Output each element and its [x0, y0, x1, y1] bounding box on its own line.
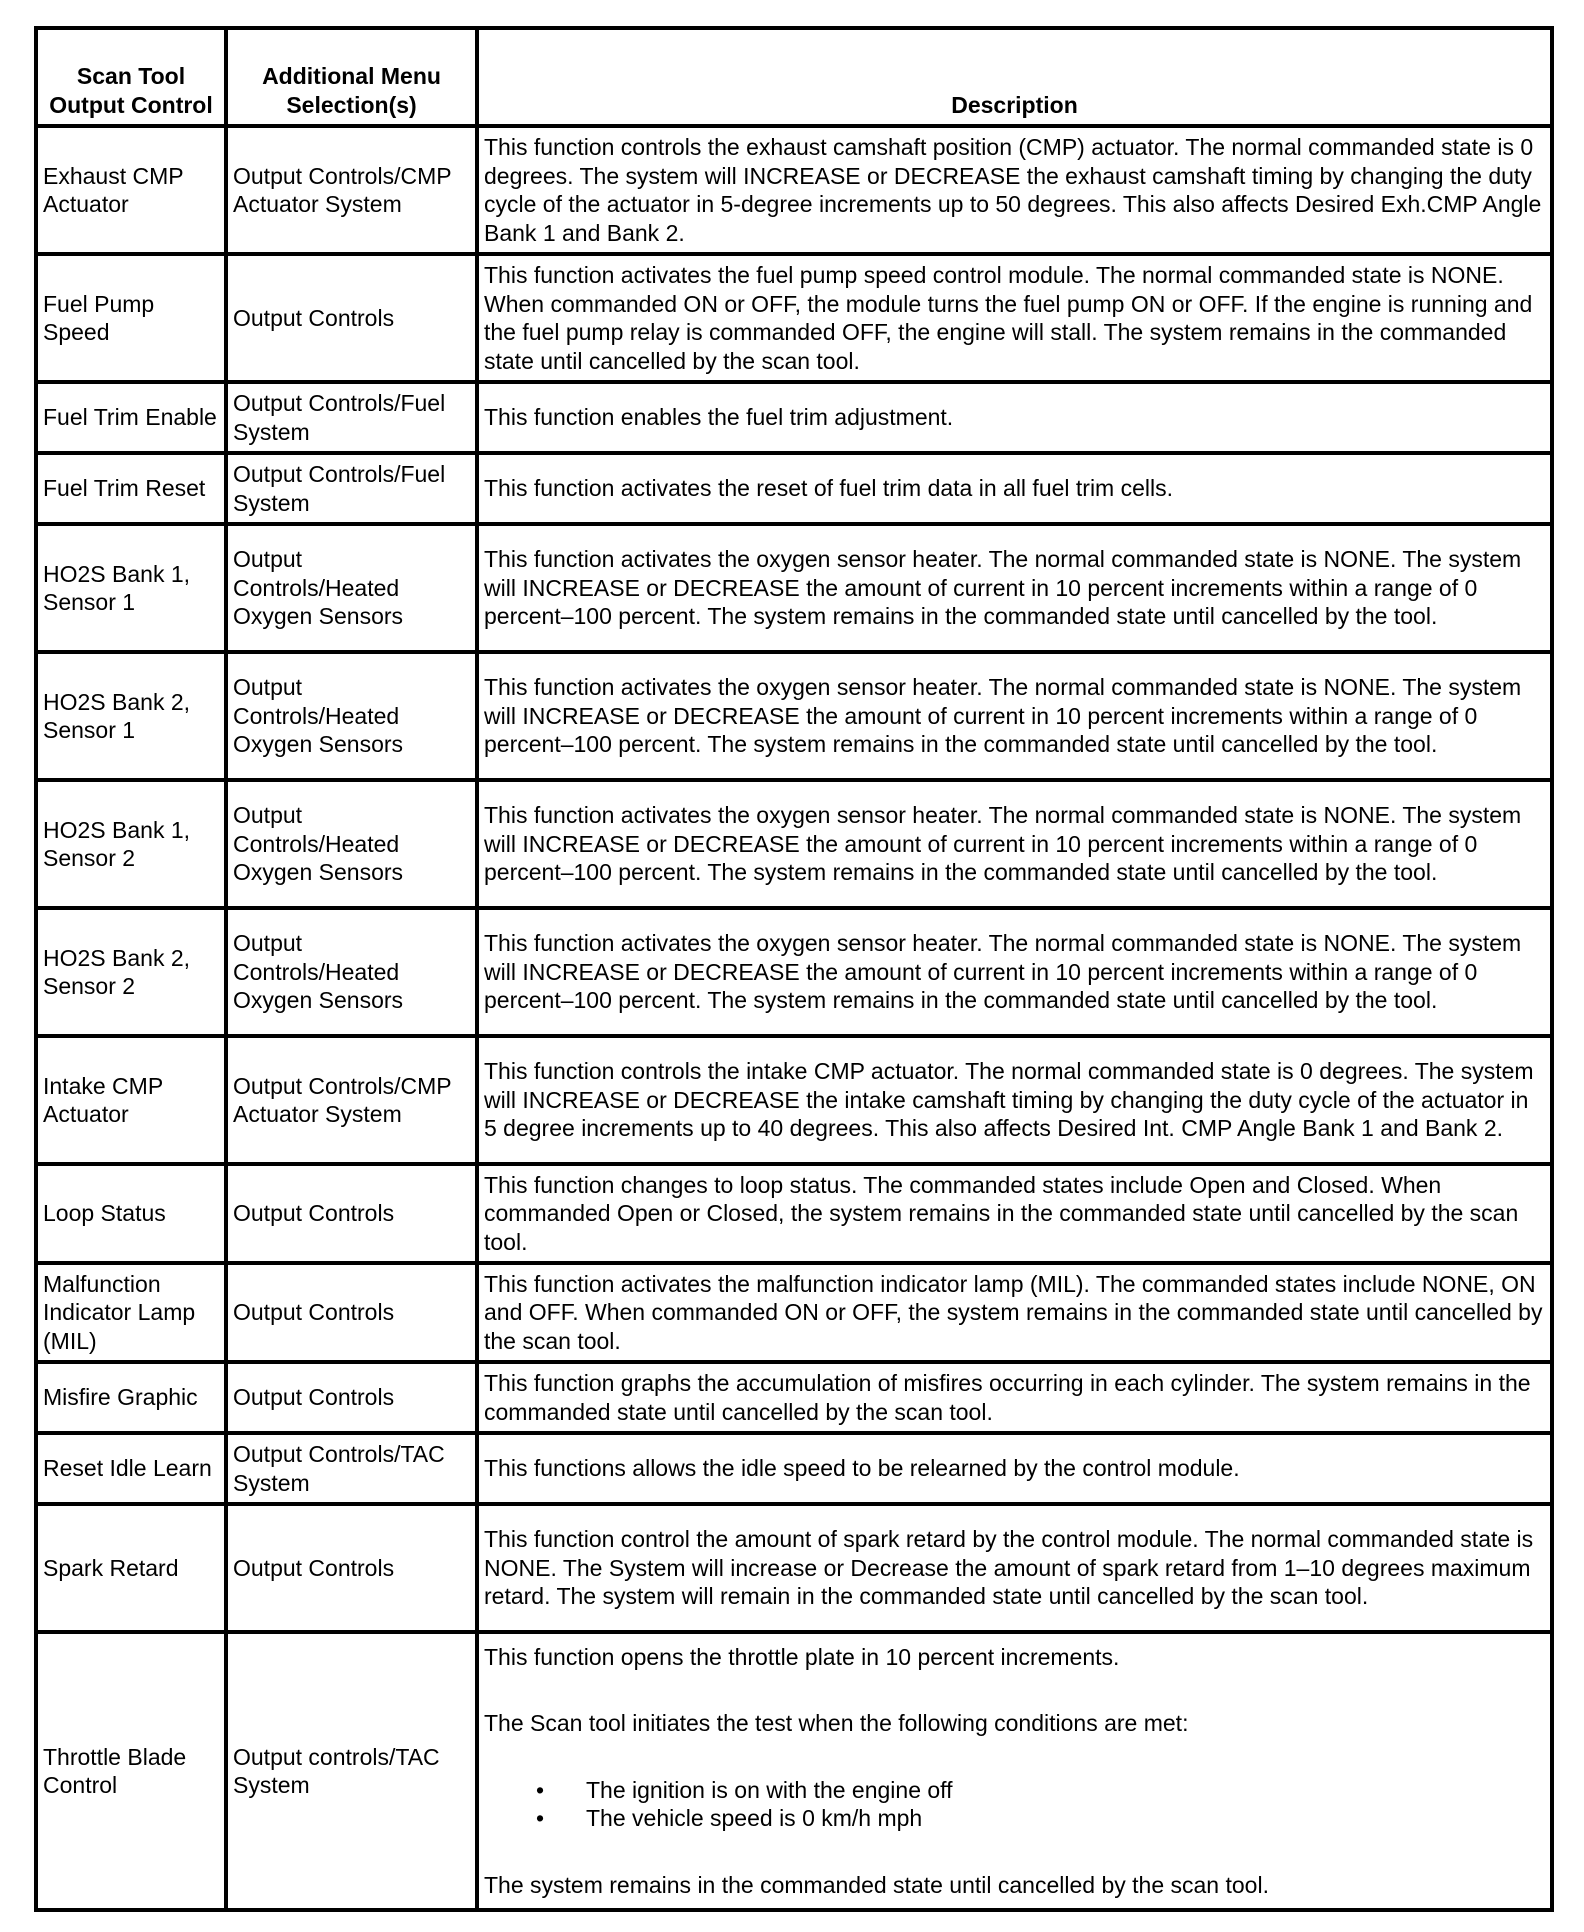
control-cell: Spark Retard — [36, 1504, 226, 1632]
description-cell: This function activates the oxygen sensor heater. The normal commanded state is NONE. The system will INCREASE or DECREASE the amount of current in 10 percent increments within a range of 0 percent–100 percent. The system remains in the commanded state until cancelled by the tool. — [477, 780, 1552, 908]
table-row — [36, 1632, 1552, 1910]
menu-cell: Output Controls/CMP Actuator System — [226, 126, 477, 254]
description-cell: This function activates the fuel pump speed control module. The normal commanded state is NONE. When commanded ON or OFF, the module turns the fuel pump ON or OFF. If the engine is running and the fuel pump relay is commanded OFF, the engine will stall. The system remains in the commanded state until cancelled by the scan tool. — [477, 254, 1552, 382]
menu-cell: Output Controls/Fuel System — [226, 453, 477, 524]
condition-item: • The ignition is on with the engine off — [536, 1776, 953, 1803]
control-cell: Malfunction Indicator Lamp (MIL) — [36, 1263, 226, 1362]
table-row — [36, 453, 1552, 524]
control-cell: HO2S Bank 2, Sensor 1 — [36, 652, 226, 780]
header-additional-menu-selections: Additional Menu Selection(s) — [226, 28, 477, 126]
control-cell: Fuel Trim Reset — [36, 453, 226, 524]
menu-cell: Output Controls — [226, 1263, 477, 1362]
table-row — [36, 780, 1552, 908]
control-cell: Loop Status — [36, 1164, 226, 1263]
table-row — [36, 1504, 1552, 1632]
table-row — [36, 1263, 1552, 1362]
description-cell: This function activates the reset of fuel trim data in all fuel trim cells. — [477, 453, 1552, 524]
table-row — [36, 382, 1552, 453]
header-description: Description — [477, 28, 1552, 126]
description-cell: This function control the amount of spark retard by the control module. The normal commanded state is NONE. The System will increase or Decrease the amount of spark retard from 1–10 degrees maximum retard. The system will remain in the commanded state until cancelled by the scan tool. — [477, 1504, 1552, 1632]
table-row — [36, 1362, 1552, 1433]
control-cell: HO2S Bank 1, Sensor 1 — [36, 524, 226, 652]
description-cell: This function activates the oxygen sensor heater. The normal commanded state is NONE. The system will INCREASE or DECREASE the amount of current in 10 percent increments within a range of 0 percent–100 percent. The system remains in the commanded state until cancelled by the tool. — [477, 908, 1552, 1036]
table-row — [36, 1164, 1552, 1263]
control-cell: Fuel Trim Enable — [36, 382, 226, 453]
description-cell: This function graphs the accumulation of misfires occurring in each cylinder. The system remains in the commanded state until cancelled by the scan tool. — [477, 1362, 1552, 1433]
table-row — [36, 652, 1552, 780]
description-closing: The system remains in the commanded state until cancelled by the scan tool. — [484, 1871, 1269, 1898]
control-cell: Exhaust CMP Actuator — [36, 126, 226, 254]
table-row — [36, 1036, 1552, 1164]
control-cell: Fuel Pump Speed — [36, 254, 226, 382]
description-cell: This function activates the oxygen sensor heater. The normal commanded state is NONE. The system will INCREASE or DECREASE the amount of current in 10 percent increments within a range of 0 percent–100 percent. The system remains in the commanded state until cancelled by the tool. — [477, 524, 1552, 652]
menu-cell: Output Controls — [226, 1504, 477, 1632]
menu-cell: Output Controls/Heated Oxygen Sensors — [226, 524, 477, 652]
table-row — [36, 524, 1552, 652]
description-cell: This function activates the oxygen sensor heater. The normal commanded state is NONE. The system will INCREASE or DECREASE the amount of current in 10 percent increments within a range of 0 percent–100 percent. The system remains in the commanded state until cancelled by the tool. — [477, 652, 1552, 780]
menu-cell: Output Controls/CMP Actuator System — [226, 1036, 477, 1164]
menu-cell: Output Controls/Heated Oxygen Sensors — [226, 908, 477, 1036]
description-cell — [477, 1632, 1552, 1910]
description-cell: This function controls the intake CMP actuator. The normal commanded state is 0 degrees. The system will INCREASE or DECREASE the intake camshaft timing by changing the duty cycle of the actuator in 5 degree increments up to 40 degrees. This also affects Desired Int. CMP Angle Bank 1 and Bank 2. — [477, 1036, 1552, 1164]
header-scan-tool-output-control: Scan Tool Output Control — [36, 28, 226, 126]
description-cell: This functions allows the idle speed to be relearned by the control module. — [477, 1433, 1552, 1504]
menu-cell: Output Controls/Fuel System — [226, 382, 477, 453]
description-intro: This function opens the throttle plate in 10 percent increments. — [484, 1643, 1120, 1670]
condition-item: • The vehicle speed is 0 km/h mph — [536, 1805, 923, 1832]
conditions-lead: The Scan tool initiates the test when the following conditions are met: — [484, 1710, 1189, 1737]
table-row — [36, 254, 1552, 382]
bullet-icon: • — [536, 1805, 545, 1832]
menu-cell: Output Controls/TAC System — [226, 1433, 477, 1504]
output-controls-table — [34, 26, 1554, 1912]
menu-cell: Output Controls/Heated Oxygen Sensors — [226, 780, 477, 908]
control-cell: HO2S Bank 2, Sensor 2 — [36, 908, 226, 1036]
control-cell: Throttle Blade Control — [36, 1632, 226, 1910]
menu-cell: Output Controls — [226, 1164, 477, 1263]
description-cell: This function controls the exhaust camshaft position (CMP) actuator. The normal commanded state is 0 degrees. The system will INCREASE or DECREASE the exhaust camshaft timing by changing the duty cycle of the actuator in 5-degree increments up to 50 degrees. This also affects Desired Exh.CMP Angle Bank 1 and Bank 2. — [477, 126, 1552, 254]
control-cell: Intake CMP Actuator — [36, 1036, 226, 1164]
description-cell: This function enables the fuel trim adjustment. — [477, 382, 1552, 453]
description-cell: This function changes to loop status. The commanded states include Open and Closed. When commanded Open or Closed, the system remains in the commanded state until cancelled by the scan tool. — [477, 1164, 1552, 1263]
header-row — [36, 28, 1552, 126]
bullet-icon: • — [536, 1776, 545, 1803]
menu-cell: Output Controls — [226, 1362, 477, 1433]
conditions-list — [484, 1776, 1545, 1833]
table-row — [36, 126, 1552, 254]
control-cell: Reset Idle Learn — [36, 1433, 226, 1504]
menu-cell: Output Controls — [226, 254, 477, 382]
table-row — [36, 1433, 1552, 1504]
menu-cell: Output Controls/Heated Oxygen Sensors — [226, 652, 477, 780]
description-cell: This function activates the malfunction indicator lamp (MIL). The commanded states include NONE, ON and OFF. When commanded ON or OFF, the system remains in the commanded state until cancelled by the scan tool. — [477, 1263, 1552, 1362]
control-cell: HO2S Bank 1, Sensor 2 — [36, 780, 226, 908]
control-cell: Misfire Graphic — [36, 1362, 226, 1433]
menu-cell: Output controls/TAC System — [226, 1632, 477, 1910]
table-row — [36, 908, 1552, 1036]
